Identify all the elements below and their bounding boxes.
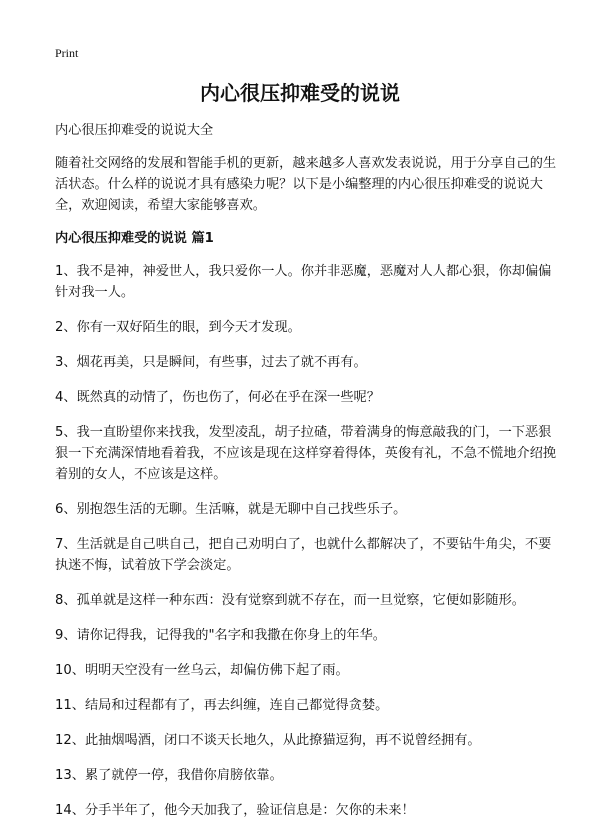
list-item: 2、你有一双好陌生的眼，到今天才发现。 [55,320,301,335]
list-item: 12、此抽烟喝酒，闭口不谈天长地久，从此撩猫逗狗，再不说曾经拥有。 [55,733,481,748]
list-item: 11、结局和过程都有了，再去纠缠，连自己都觉得贪婪。 [55,698,389,713]
article-body [55,120,557,835]
list-item: 1、我不是神，神爱世人，我只爱你一人。你并非恶魔，恶魔对人人都心狠，你却偏偏针对我一人。 [55,264,552,300]
intro-paragraph: 随着社交网络的发展和智能手机的更新，越来越多人喜欢发表说说，用于分享自己的生活状态。什么样的说说才具有感染力呢？以下是小编整理的内心很压抑难受的说说大全，欢迎阅读，希望大家能够喜欢。 [55,156,557,213]
article-subtitle: 内心很压抑难受的说说大全 [55,123,214,138]
list-item: 13、累了就停一停，我借你肩膀依靠。 [55,768,283,783]
list-item: 8、孤单就是这样一种东西：没有觉察到就不存在，而一旦觉察，它便如影随形。 [55,593,525,608]
list-item: 10、明明天空没有一丝乌云，却偏仿佛下起了雨。 [55,663,349,678]
page-title: 内心很压抑难受的说说 [200,81,400,105]
section-heading: 内心很压抑难受的说说 篇1 [55,231,214,246]
list-item: 6、别抱怨生活的无聊。生活嘛，就是无聊中自己找些乐子。 [55,502,407,517]
list-item: 5、我一直盼望你来找我，发型凌乱，胡子拉碴，带着满身的悔意敲我的门，一下恶狠狠一下充满深情地看着我，不应该是现在这样穿着得体，英俊有礼，不急不慌地介绍挽着别的女人，不应该是这样。 [55,425,557,482]
list-item: 3、烟花再美，只是瞬间，有些事，过去了就不再有。 [55,355,367,370]
list-item: 9、请你记得我，记得我的"名字和我撒在你身上的年华。 [55,628,386,643]
list-item: 7、生活就是自己哄自己，把自己劝明白了，也就什么都解决了，不要钻牛角尖，不要执迷不悔，试着放下学会淡定。 [55,537,552,573]
list-item: 4、既然真的动情了，伤也伤了，何必在乎在深一些呢？ [55,390,380,405]
print-link[interactable]: Print [55,46,79,60]
list-item: 14、分手半年了，他今天加我了，验证信息是：欠你的未来！ [55,803,415,818]
